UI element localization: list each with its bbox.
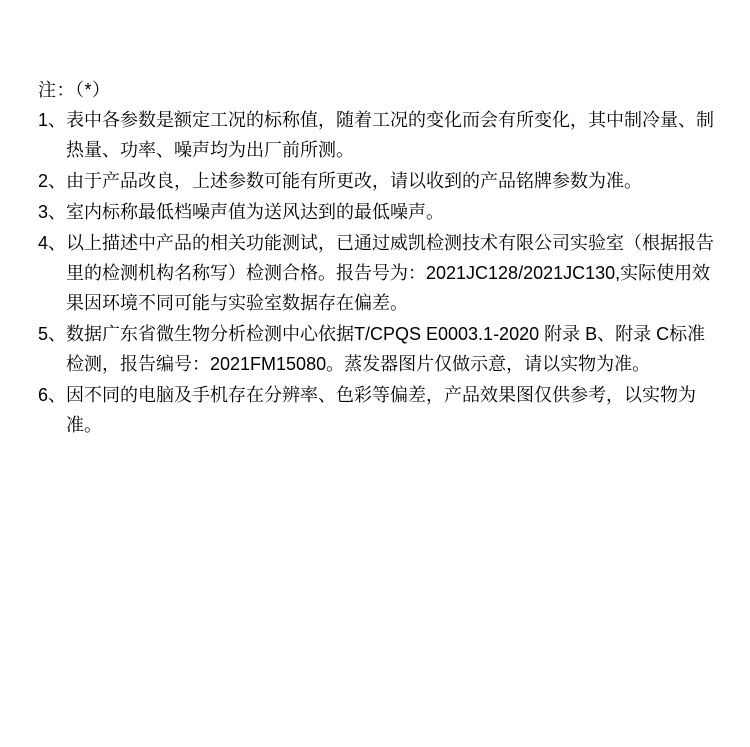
note-text: 室内标称最低档噪声值为送风达到的最低噪声。 bbox=[66, 202, 444, 222]
note-item-1 bbox=[38, 105, 722, 165]
note-marker: 1、 bbox=[38, 110, 67, 130]
note-marker: 6、 bbox=[38, 385, 67, 405]
notes-title: 注：（*） bbox=[38, 80, 111, 100]
note-text: 表中各参数是额定工况的标称值，随着工况的变化而会有所变化，其中制冷量、制热量、功率、噪声均为出厂前所测。 bbox=[66, 110, 714, 160]
note-text: 因不同的电脑及手机存在分辨率、色彩等偏差，产品效果图仅供参考，以实物为准。 bbox=[66, 385, 696, 435]
note-item-4 bbox=[38, 228, 722, 318]
note-marker: 4、 bbox=[38, 233, 67, 253]
note-marker: 5、 bbox=[38, 324, 67, 344]
note-marker: 3、 bbox=[38, 202, 67, 222]
note-text: 数据广东省微生物分析检测中心依据T/CPQS E0003.1-2020 附录 B、附录 C标准检测，报告编号：2021FM15080。蒸发器图片仅做示意，请以实物为准。 bbox=[66, 324, 706, 374]
note-item-2 bbox=[38, 166, 722, 196]
note-marker: 2、 bbox=[38, 171, 67, 191]
note-item-6 bbox=[38, 380, 722, 440]
note-item-3 bbox=[38, 197, 722, 227]
note-item-5 bbox=[38, 319, 722, 379]
note-text: 由于产品改良，上述参数可能有所更改，请以收到的产品铭牌参数为准。 bbox=[66, 171, 642, 191]
note-text: 以上描述中产品的相关功能测试，已通过威凯检测技术有限公司实验室（根据报告里的检测机构名称写）检测合格。报告号为：2021JC128/2021JC130,实际使用效果因环境不同可能与实验室数据存在偏差。 bbox=[66, 233, 714, 313]
